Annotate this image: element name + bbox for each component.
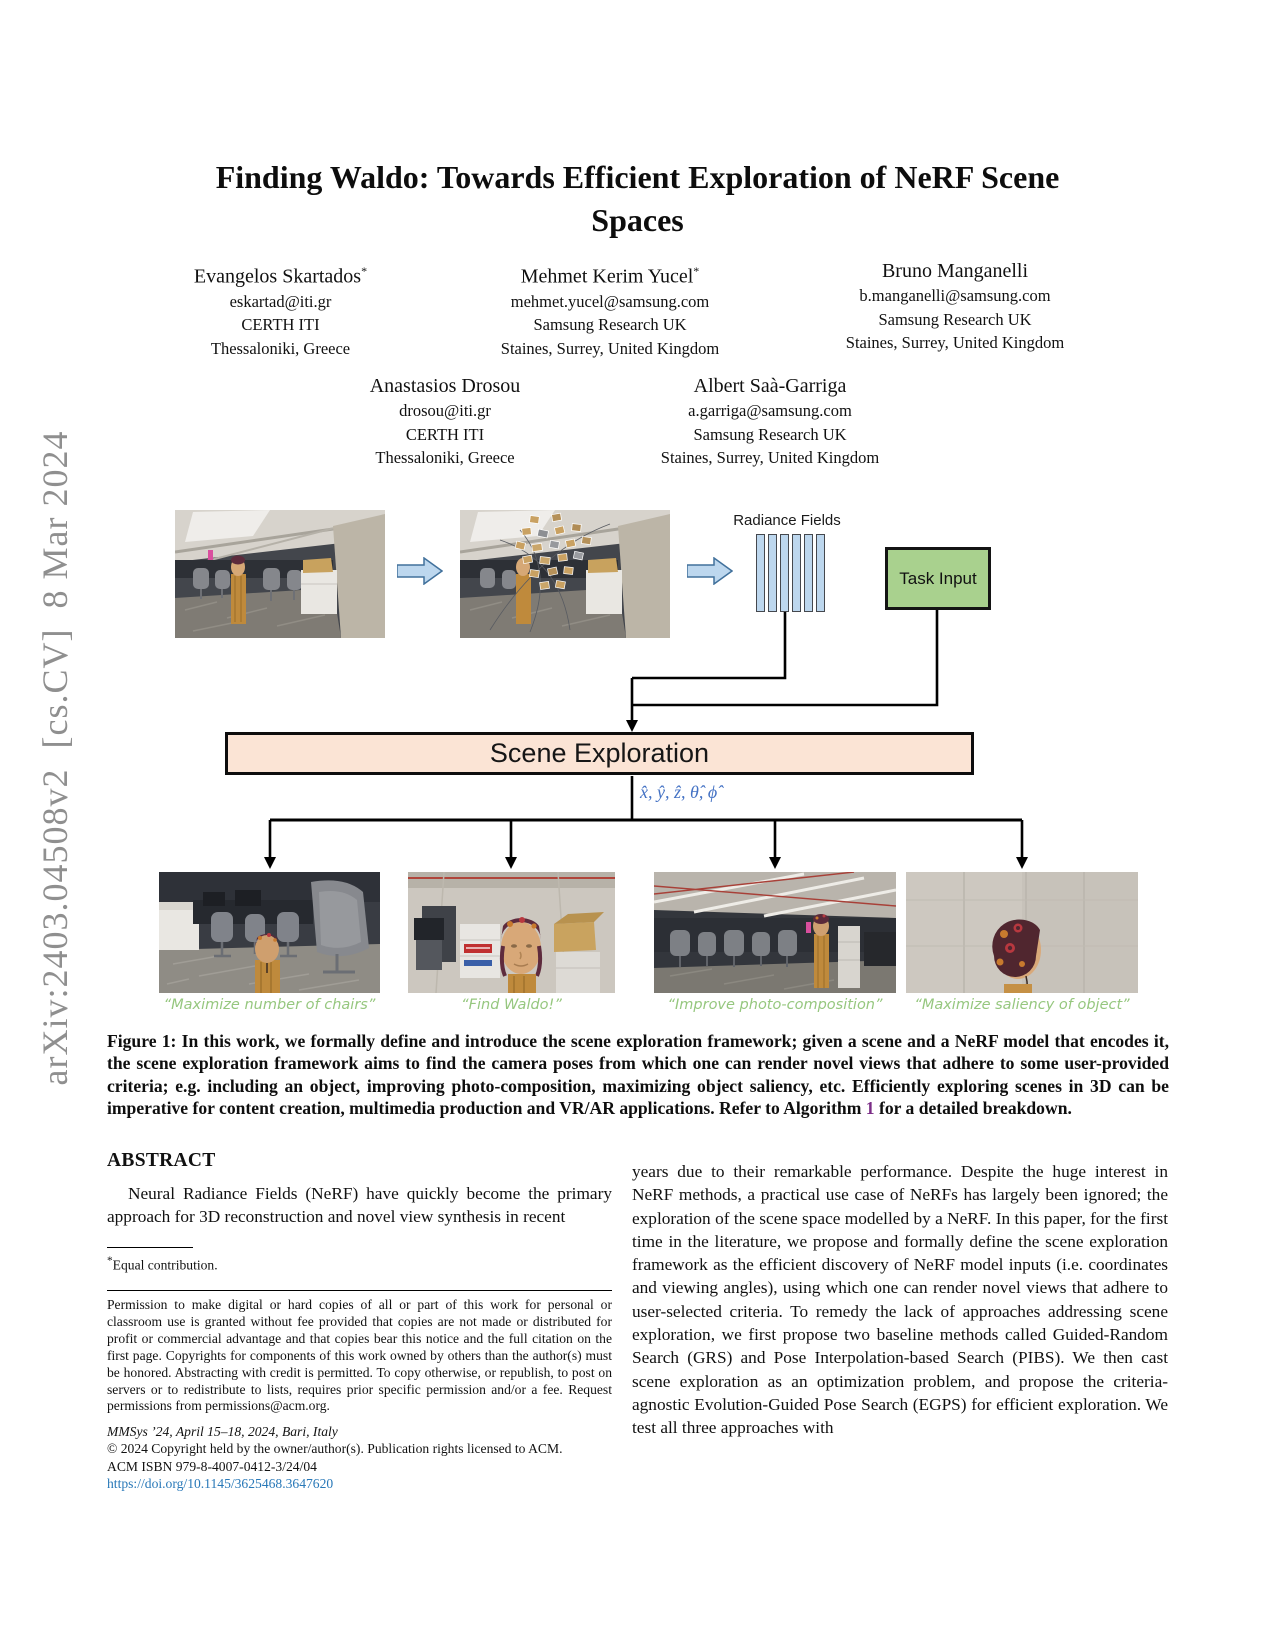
abstract-paragraph-left: Neural Radiance Fields (NeRF) have quickly become the primary approach for 3D reconstruction and novel view synthesis in recent: [107, 1184, 612, 1227]
equal-contribution-marker: *: [107, 1255, 113, 1267]
permission-rule: [107, 1290, 612, 1291]
author-block-manganelli: [785, 258, 1125, 355]
author-email: mehmet.yucel@samsung.com: [510, 291, 710, 311]
author-affiliation: CERTH ITI: [405, 424, 485, 444]
criteria-caption-chairs: “Maximize number of chairs”: [163, 997, 376, 1013]
author-location: Staines, Surrey, United Kingdom: [845, 333, 1065, 352]
caption-text: for a detailed breakdown.: [874, 1098, 1072, 1119]
author-name: Albert Saà-Garriga: [693, 375, 847, 397]
arxiv-watermark: arXiv:2403.04508v2 [cs.CV] 8 Mar 2024: [35, 430, 75, 1086]
equal-contribution-marker: *: [361, 264, 368, 278]
author-email: drosou@iti.gr: [399, 401, 491, 420]
author-location: Staines, Surrey, United Kingdom: [500, 338, 720, 358]
copyright-notice: © 2024 Copyright held by the owner/author(s). Publication rights licensed to ACM.: [107, 1441, 563, 1456]
author-location: Thessaloniki, Greece: [210, 338, 351, 358]
author-block-yucel: [450, 258, 770, 360]
criteria-caption-composition: “Improve photo-composition”: [667, 997, 883, 1013]
caption-text: Figure 1: In this work, we formally define and introduce the scene exploration framework; given a scene and a NeRF model that encodes it, the scene exploration framework aims to find the camera poses from which one can render novel views that adhere to some user-provided criteria; e.g. including an object, improving photo-composition, maximizing object saliency, etc. Efficiently exploring scenes in 3D can be imperative for content creation, multimedia production and VR/AR applications. Refer to Algorithm: [107, 1031, 1169, 1119]
photo-find-waldo: [408, 872, 615, 993]
pose-outputs-formula: x̂, ŷ, ẑ, θ̂, ϕ̂: [640, 782, 718, 802]
author-location: Thessaloniki, Greece: [375, 448, 515, 467]
author-block-skartados: [128, 258, 433, 360]
isbn: ACM ISBN 979-8-4007-0412-3/24/04: [107, 1459, 317, 1474]
author-email: b.manganelli@samsung.com: [859, 286, 1051, 305]
author-email: eskartad@iti.gr: [229, 291, 332, 311]
author-name: Bruno Manganelli: [881, 260, 1029, 282]
equal-contribution-note: *Equal contribution.: [107, 1255, 218, 1273]
radiance-fields-label: Radiance Fields: [733, 512, 841, 529]
scene-exploration-box: Scene Exploration: [225, 732, 974, 775]
footnote-rule: [107, 1247, 193, 1248]
criteria-caption-waldo: “Find Waldo!”: [461, 997, 562, 1013]
author-block-drosou: [295, 373, 595, 470]
criteria-caption-saliency: “Maximize saliency of object”: [914, 997, 1130, 1013]
author-affiliation: CERTH ITI: [241, 315, 320, 335]
algorithm-1-link[interactable]: 1: [865, 1098, 875, 1119]
author-name: Anastasios Drosou: [369, 375, 521, 397]
author-affiliation: Samsung Research UK: [533, 315, 687, 335]
author-block-saa-garriga: [590, 373, 950, 470]
author-name: Evangelos Skartados*: [193, 264, 368, 288]
doi-link[interactable]: https://doi.org/10.1145/3625468.3647620: [107, 1476, 334, 1491]
abstract-paragraph-right: years due to their remarkable performance. Despite the huge interest in NeRF methods, a practical use case of NeRFs has largely been ignored; the exploration of the scene space modelled by a NeRF. In this paper, for the first time in the literature, we propose and formally define the scene exploration framework as the efficient discovery of NeRF model inputs (i.e. coordinates and viewing angles), using which one can render novel views that adhere to user-selected criteria. To remedy the lack of approaches addressing scene exploration, we first propose two baseline methods called Guided-Random Search (GRS) and Pose Interpolation-based Search (PIBS). We then cast scene exploration as an optimization problem, and propose the criteria-agnostic Evolution-Guided Pose Search (EGPS) for efficient exploration. We test all three approaches with: [632, 1162, 1168, 1438]
task-input-box: Task Input: [885, 547, 991, 610]
photo-improve-composition: [654, 872, 896, 993]
figure-1-caption: [107, 1030, 1169, 1120]
author-affiliation: Samsung Research UK: [878, 309, 1032, 329]
author-location: Staines, Surrey, United Kingdom: [660, 448, 880, 467]
paper-title: [0, 156, 1275, 242]
equal-contribution-marker: *: [693, 264, 700, 278]
photo-maximize-saliency: [906, 872, 1138, 993]
conference-info: MMSys ’24, April 15–18, 2024, Bari, Italy: [107, 1424, 338, 1439]
figure-1: [0, 500, 1275, 1022]
title-line-1: Finding Waldo: Towards Efficient Exploration of NeRF Scene: [215, 159, 1060, 195]
title-line-2: Spaces: [591, 202, 684, 238]
abstract-heading: ABSTRACT: [107, 1150, 216, 1171]
permission-statement: Permission to make digital or hard copies of all or part of this work for personal or classroom use is granted without fee provided that copies are not made or distributed for profit or commercial advantage and that copies bear this notice and the full citation on the first page. Copyrights for components of this work owned by others than the author(s) must be honored. Abstracting with credit is permitted. To copy otherwise, or republish, to post on servers or to redistribute to lists, requires prior specific permission and/or a fee. Request permissions from permissions@acm.org.: [107, 1297, 612, 1414]
author-name: Mehmet Kerim Yucel*: [520, 264, 700, 288]
photo-maximize-chairs: [159, 872, 380, 993]
author-email: a.garriga@samsung.com: [688, 401, 852, 420]
author-affiliation: Samsung Research UK: [693, 424, 847, 444]
